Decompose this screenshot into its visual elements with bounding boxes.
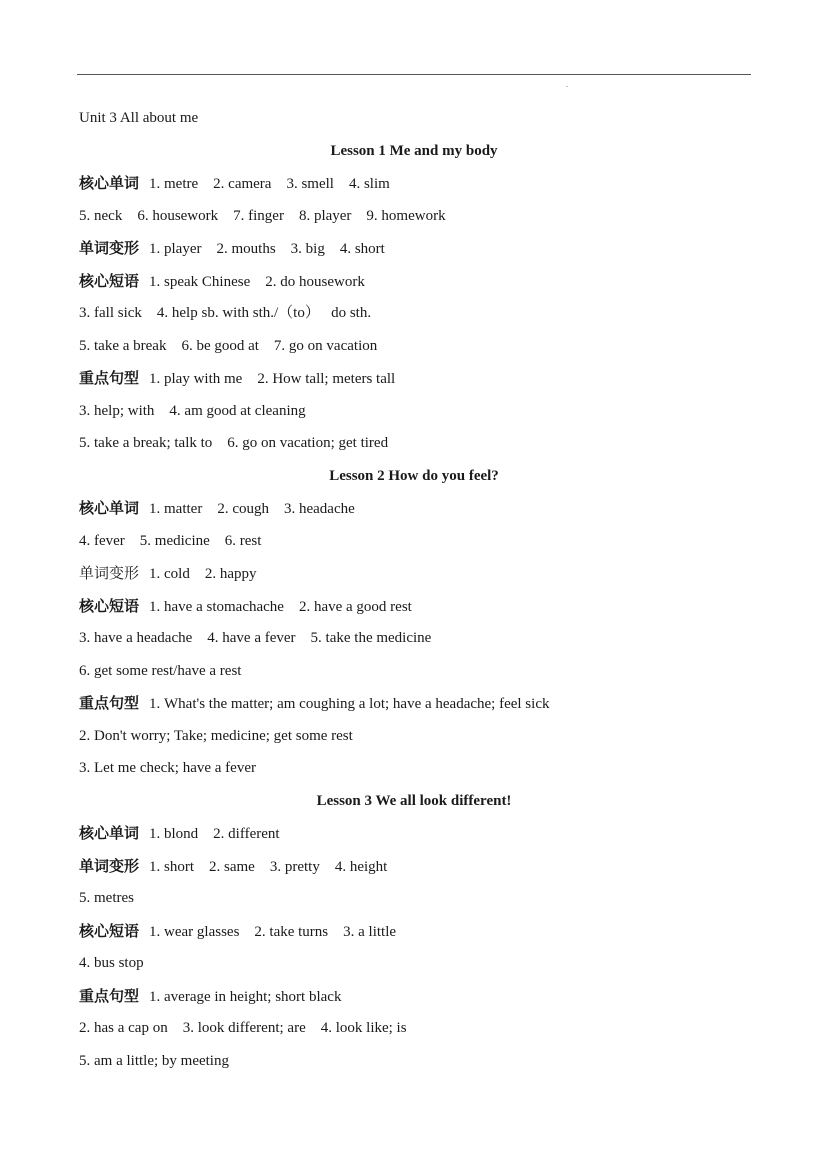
category-label: 重点句型 bbox=[79, 986, 140, 1005]
header-rule bbox=[77, 74, 751, 75]
category-line bbox=[79, 590, 749, 623]
category-label: 核心单词 bbox=[79, 174, 140, 192]
document-lines bbox=[79, 135, 749, 1078]
header-dot: . bbox=[566, 80, 568, 89]
content-line: 5. am a little; by meeting bbox=[79, 1052, 229, 1069]
category-content: 1. have a stomachache 2. have a good rest bbox=[149, 598, 412, 615]
category-label: 核心短语 bbox=[79, 596, 140, 615]
category-line bbox=[79, 980, 749, 1013]
category-label: 核心短语 bbox=[79, 271, 140, 290]
category-label: 核心短语 bbox=[79, 921, 140, 940]
document-body bbox=[79, 102, 749, 1077]
category-content: 1. matter 2. cough 3. headache bbox=[149, 501, 355, 517]
category-label: 核心单词 bbox=[79, 824, 140, 842]
category-content: 1. speak Chinese 2. do housework bbox=[149, 273, 365, 290]
category-content: 1. wear glasses 2. take turns 3. a little bbox=[149, 923, 397, 940]
category-line bbox=[79, 492, 749, 525]
category-line bbox=[79, 265, 749, 298]
category-content: 1. blond 2. different bbox=[149, 826, 280, 842]
category-line bbox=[79, 557, 749, 590]
category-content: 1. cold 2. happy bbox=[149, 566, 257, 582]
category-line bbox=[79, 687, 749, 720]
content-line: 2. Don't worry; Take; medicine; get some rest bbox=[79, 727, 353, 744]
content-line: 5. take a break 6. be good at 7. go on vacation bbox=[79, 337, 378, 354]
category-label: 核心单词 bbox=[79, 499, 140, 517]
document-title: Unit 3 All about me bbox=[79, 110, 199, 126]
category-line bbox=[79, 915, 749, 948]
category-content: 1. metre 2. camera 3. smell 4. slim bbox=[149, 176, 390, 192]
category-content: 1. What's the matter; am coughing a lot; have a headache; feel sick bbox=[149, 696, 550, 712]
content-line: 6. get some rest/have a rest bbox=[79, 662, 242, 679]
content-line: 3. fall sick 4. help sb. with sth./（to） do sth. bbox=[79, 305, 372, 321]
category-content: 1. short 2. same 3. pretty 4. height bbox=[149, 858, 388, 875]
category-content: 1. average in height; short black bbox=[149, 988, 342, 1005]
lesson-heading: Lesson 2 How do you feel? bbox=[329, 467, 499, 484]
category-content: 1. play with me 2. How tall; meters tall bbox=[149, 371, 396, 387]
category-line bbox=[79, 850, 749, 883]
category-content: 1. player 2. mouths 3. big 4. short bbox=[149, 241, 385, 257]
content-line: 2. has a cap on 3. look different; are 4. look like; is bbox=[79, 1020, 407, 1036]
content-line: 5. metres bbox=[79, 890, 134, 906]
lesson-heading: Lesson 1 Me and my body bbox=[330, 142, 498, 159]
content-line: 4. bus stop bbox=[79, 955, 144, 971]
content-line: 3. have a headache 4. have a fever 5. take the medicine bbox=[79, 630, 432, 646]
category-line bbox=[79, 362, 749, 395]
content-line: 5. take a break; talk to 6. go on vacation; get tired bbox=[79, 435, 389, 451]
content-line: 3. Let me check; have a fever bbox=[79, 760, 256, 776]
category-label: 单词变形 bbox=[79, 856, 140, 875]
content-line: 4. fever 5. medicine 6. rest bbox=[79, 532, 262, 549]
category-label: 重点句型 bbox=[79, 369, 140, 387]
category-label: 单词变形 bbox=[79, 564, 140, 582]
category-label: 单词变形 bbox=[79, 239, 140, 257]
category-line bbox=[79, 817, 749, 850]
content-line: 5. neck 6. housework 7. finger 8. player 9. homework bbox=[79, 207, 446, 224]
category-label: 重点句型 bbox=[79, 694, 140, 712]
category-line bbox=[79, 167, 749, 200]
lesson-heading: Lesson 3 We all look different! bbox=[316, 792, 512, 809]
category-line bbox=[79, 232, 749, 265]
content-line: 3. help; with 4. am good at cleaning bbox=[79, 402, 306, 419]
